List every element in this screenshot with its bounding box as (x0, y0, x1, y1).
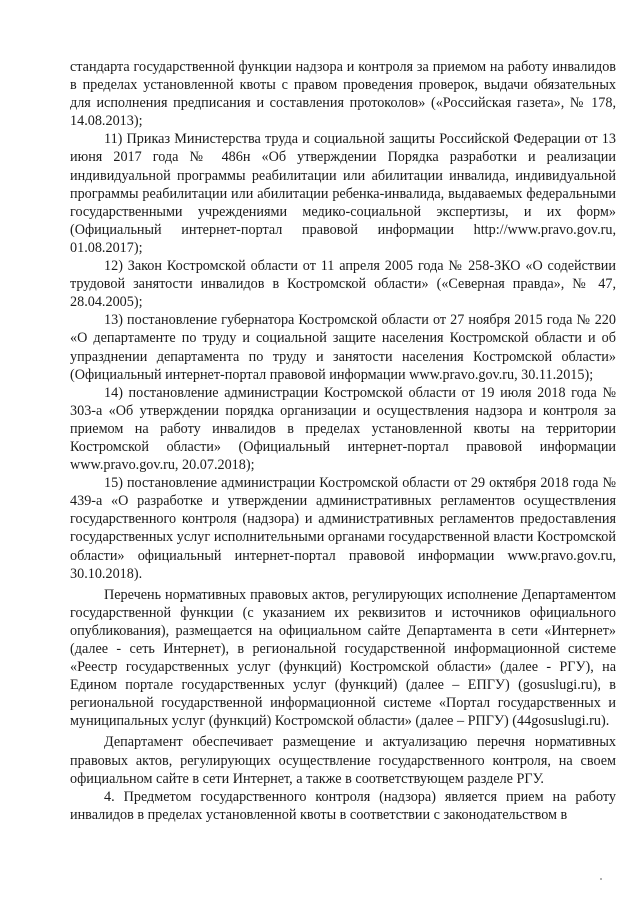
paragraph-item-15: 15) постановление администрации Костромской области от 29 октября 2018 года № 439-а «О разработке и утверждении административных регламентов осуществления государственного контроля (надзора) и административных регламентов предоставления государственных услуг исполнительными органами государственной власти Костромской области» официальный интернет-портал правовой информации www.pravo.gov.ru, 30.10.2018). (70, 475, 616, 582)
paragraph-list-publication: Перечень нормативных правовых актов, регулирующих исполнение Департаментом государственной функции (с указанием их реквизитов и источников официального опубликования), размещается на официальном сайте Департамента в сети «Интернет» (далее - сеть Интернет), в региональной государственной информационной системе «Реестр государственных услуг (функций) Костромской области» (далее - РГУ), на Едином портале государственных услуг (функций) (далее – ЕПГУ) (gosuslugi.ru), в региональной государственной информационной системе «Портал государственных и муниципальных услуг (функций) Костромской области» (далее – РПГУ) (44gosuslugi.ru). (70, 586, 616, 730)
scan-speck (600, 878, 602, 880)
paragraph-department-duty: Департамент обеспечивает размещение и актуализацию перечня нормативных правовых актов, регулирующих осуществление государственного контроля, на своем официальном сайте в сети Интернет, а также в соответствующем разделе РГУ. (70, 734, 616, 787)
paragraph-item-11: 11) Приказ Министерства труда и социальной защиты Российской Федерации от 13 июня 2017 года № 486н «Об утверждении Порядка разработки и реализации индивидуальной программы реабилитации или абилитации инвалида, индивидуальной программы реабилитации или абилитации ребенка-инвалида, выдаваемых федеральными государственными учреждениями медико-социальной экспертизы, и их форм» (Официальный интернет-портал правовой информации http://www.pravo.gov.ru, 01.08.2017); (70, 131, 616, 256)
paragraph-item-14: 14) постановление администрации Костромской области от 19 июля 2018 года № 303-а «Об утверждении порядка организации и осуществления надзора и контроля за приемом на работу инвалидов в пределах установленной квоты на территории Костромской области» (Официальный интернет-портал правовой информации www.pravo.gov.ru, 20.07.2018); (70, 384, 616, 474)
paragraph-item-12: 12) Закон Костромской области от 11 апреля 2005 года № 258-ЗКО «О содействии трудовой занятости инвалидов в Костромской области» («Северная правда», № 47, 28.04.2005); (70, 258, 616, 311)
paragraph-continuation: стандарта государственной функции надзора и контроля за приемом на работу инвалидов в пределах установленной квоты с правом проведения проверок, выдачи обязательных для исполнения предписания и составления протоколов» («Российская газета», № 178, 14.08.2013); (70, 59, 616, 130)
paragraph-item-13: 13) постановление губернатора Костромской области от 27 ноября 2015 года № 220 «О департаменте по труду и социальной защите населения Костромской области и об упразднении департамента по труду и занятости населения Костромской области» (Официальный интернет-портал правовой информации www.pravo.gov.ru, 30.11.2015); (70, 312, 616, 383)
paragraph-section-4: 4. Предметом государственного контроля (надзора) является прием на работу инвалидов в пределах установленной квоты в соответствии с законодательством в (70, 788, 616, 823)
document-page (70, 58, 616, 824)
